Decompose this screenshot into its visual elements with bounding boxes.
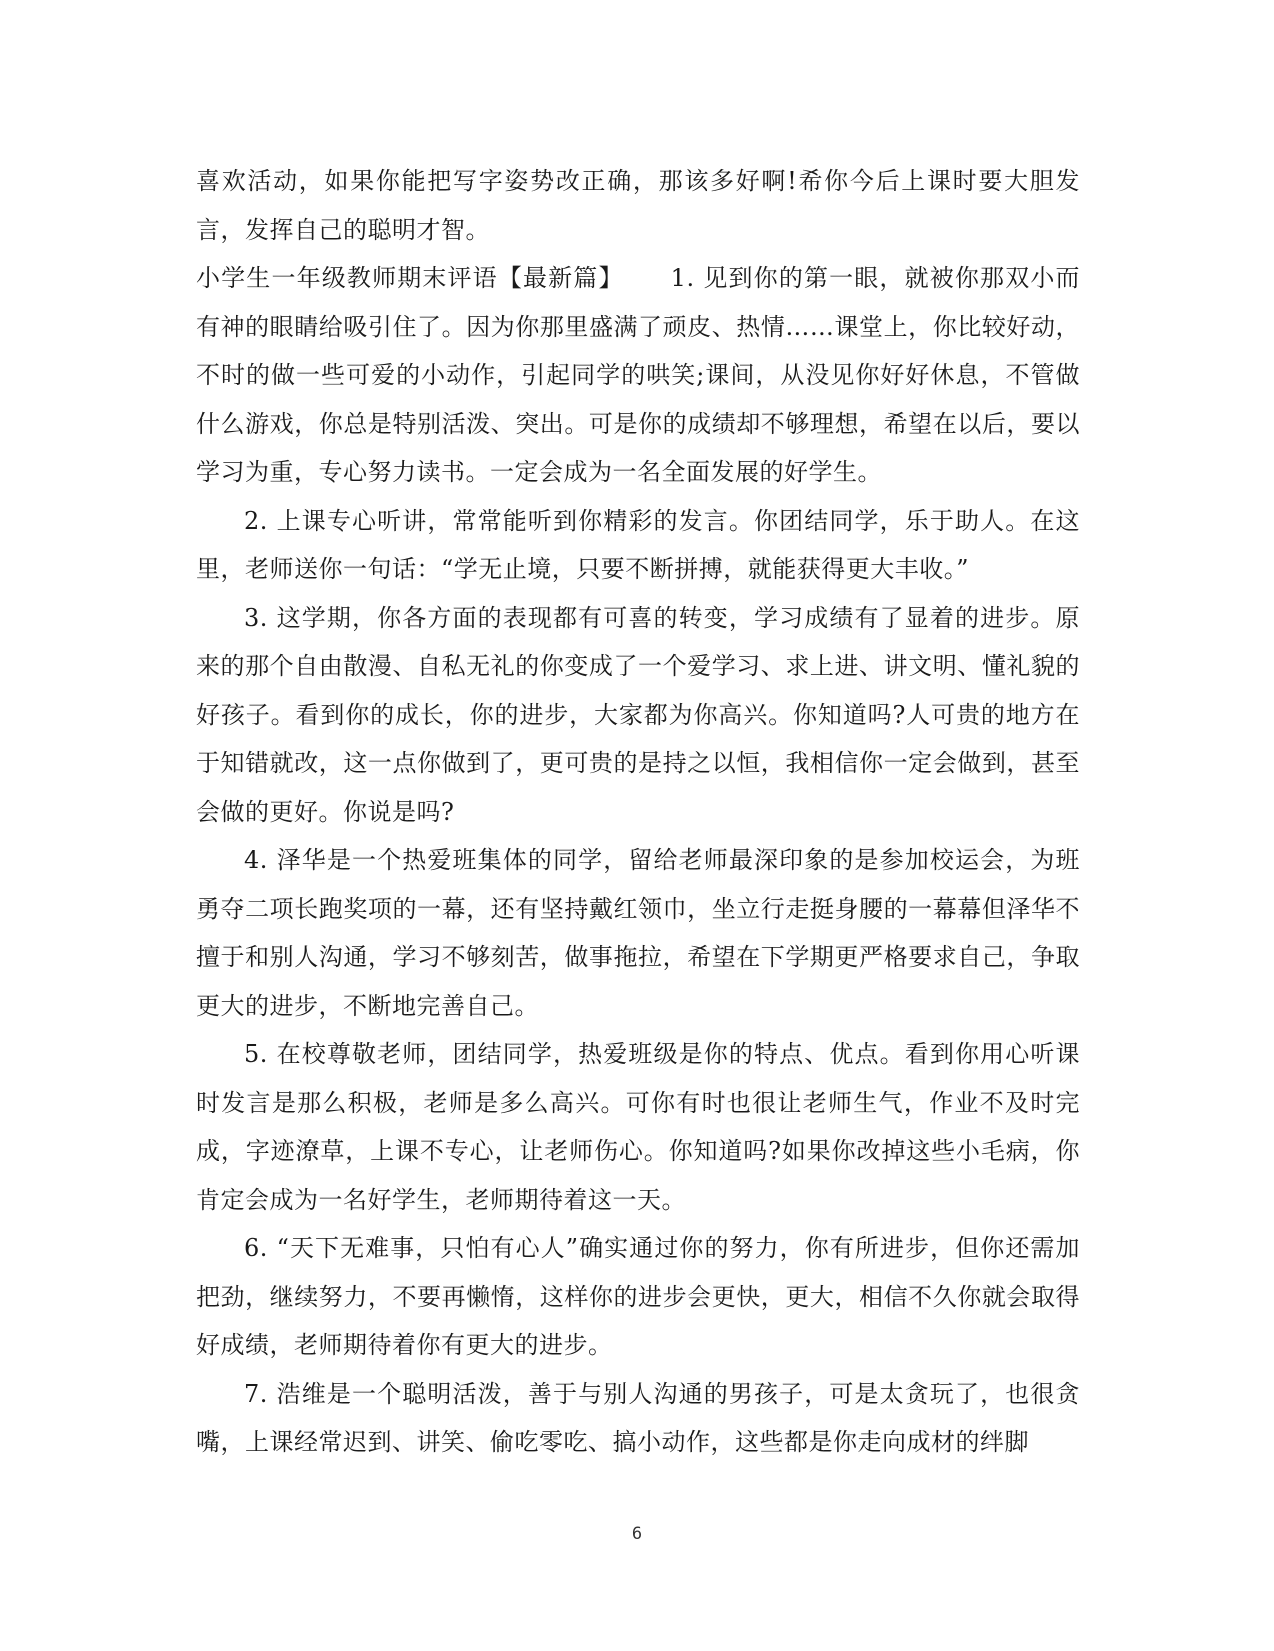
page-body bbox=[196, 157, 1080, 1467]
paragraph-item-5: 5. 在校尊敬老师，团结同学，热爱班级是你的特点、优点。看到你用心听课时发言是那么积极，老师是多么高兴。可你有时也很让老师生气，作业不及时完成，字迹潦草，上课不专心，让老师伤心。你知道吗?如果你改掉这些小毛病，你肯定会成为一名好学生，老师期待着这一天。 bbox=[196, 1040, 1080, 1214]
paragraph-item-6: 6. “天下无难事，只怕有心人”确实通过你的努力，你有所进步，但你还需加把劲，继续努力，不要再懒惰，这样你的进步会更快，更大，相信不久你就会取得好成绩，老师期待着你有更大的进步。 bbox=[196, 1234, 1080, 1359]
page-number: 6 bbox=[631, 1524, 643, 1544]
paragraph-item-2: 2. 上课专心听讲，常常能听到你精彩的发言。你团结同学，乐于助人。在这里，老师送你一句话：“学无止境，只要不断拼搏，就能获得更大丰收。” bbox=[196, 506, 1080, 583]
paragraph-item-3: 3. 这学期，你各方面的表现都有可喜的转变，学习成绩有了显着的进步。原来的那个自由散漫、自私无礼的你变成了一个爱学习、求上进、讲文明、懂礼貌的好孩子。看到你的成长，你的进步，大家都为你高兴。你知道吗?人可贵的地方在于知错就改，这一点你做到了，更可贵的是持之以恒，我相信你一定会做到，甚至会做的更好。你说是吗? bbox=[196, 603, 1080, 826]
paragraph-item-4: 4. 泽华是一个热爱班集体的同学，留给老师最深印象的是参加校运会，为班勇夺二项长跑奖项的一幕，还有坚持戴红领巾，坐立行走挺身腰的一幕幕但泽华不擅于和别人沟通，学习不够刻苦，做事拖拉，希望在下学期更严格要求自己，争取更大的进步，不断地完善自己。 bbox=[196, 846, 1080, 1020]
paragraph-heading-item-1: 小学生一年级教师期末评语【最新篇】 1. 见到你的第一眼，就被你那双小而有神的眼睛给吸引住了。因为你那里盛满了顽皮、热情……课堂上，你比较好动，不时的做一些可爱的小动作，引起同学的哄笑;课间，从没见你好好休息，不管做什么游戏，你总是特别活泼、突出。可是你的成绩却不够理想，希望在以后，要以学习为重，专心努力读书。一定会成为一名全面发展的好学生。 bbox=[196, 264, 1080, 486]
paragraph-continuation: 喜欢活动，如果你能把写字姿势改正确，那该多好啊!希你今后上课时要大胆发言，发挥自己的聪明才智。 bbox=[196, 167, 1080, 244]
paragraph-item-7: 7. 浩维是一个聪明活泼，善于与别人沟通的男孩子，可是太贪玩了，也很贪嘴，上课经常迟到、讲笑、偷吃零吃、搞小动作，这些都是你走向成材的绊脚 bbox=[196, 1379, 1080, 1456]
